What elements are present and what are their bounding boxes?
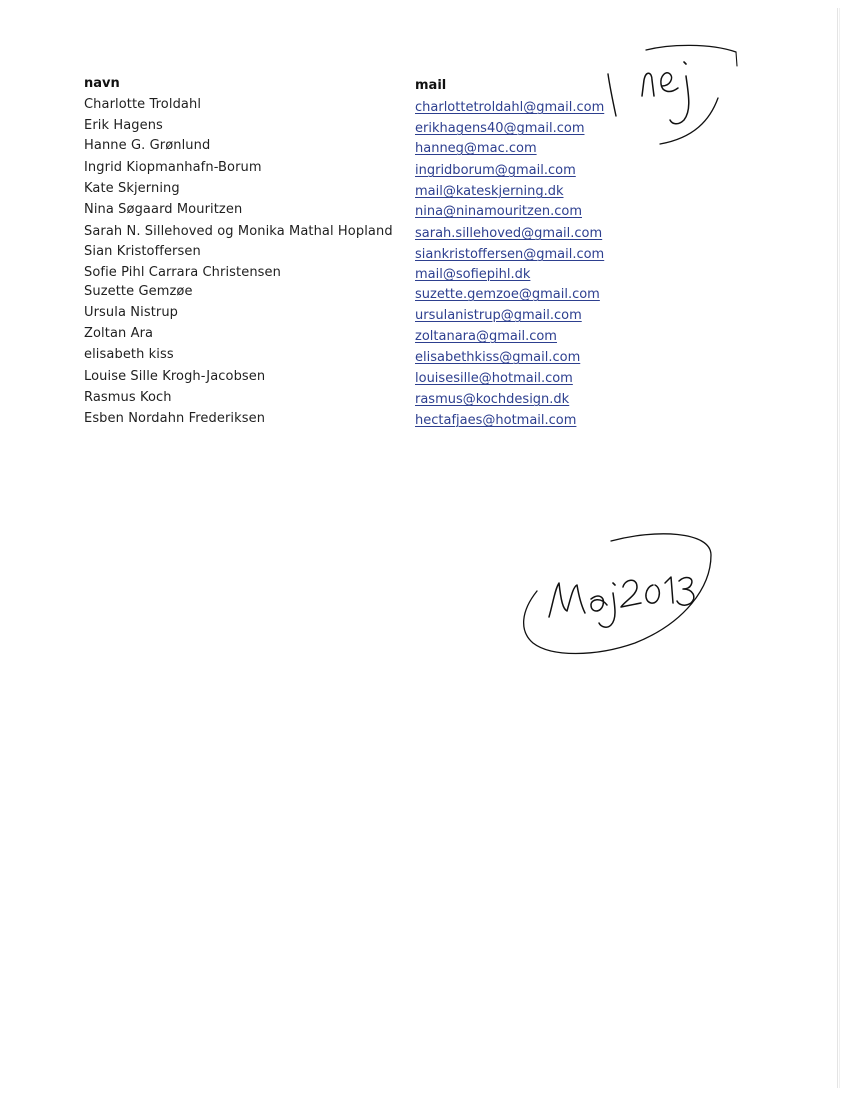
handwritten-nej-annotation [600, 40, 745, 160]
contact-email-link[interactable]: hanneg@mac.com [415, 141, 537, 156]
contact-email-link[interactable]: rasmus@kochdesign.dk [415, 392, 570, 407]
contact-name: Ingrid Kiopmanhafn-Borum [84, 160, 262, 175]
contact-email-link[interactable]: nina@ninamouritzen.com [415, 204, 582, 219]
contact-name: Sian Kristoffersen [84, 244, 201, 259]
contact-name: Rasmus Koch [84, 390, 172, 405]
contact-name: Nina Søgaard Mouritzen [84, 202, 243, 217]
name-column-header: navn [84, 76, 120, 91]
contact-name: Hanne G. Grønlund [84, 138, 211, 153]
contact-email-link[interactable]: erikhagens40@gmail.com [415, 121, 585, 136]
contact-name: elisabeth kiss [84, 347, 174, 362]
handwritten-date-annotation [515, 525, 720, 665]
contact-email-link[interactable]: mail@kateskjerning.dk [415, 184, 564, 199]
contact-name: Esben Nordahn Frederiksen [84, 411, 266, 426]
contact-email-link[interactable]: louisesille@hotmail.com [415, 371, 573, 386]
contact-name: Kate Skjerning [84, 181, 180, 196]
contact-name: Sarah N. Sillehoved og Monika Mathal Hopland [84, 224, 393, 239]
contact-email-link[interactable]: hectafjaes@hotmail.com [415, 413, 577, 428]
contact-email-link[interactable]: ursulanistrup@gmail.com [415, 308, 582, 323]
contact-name: Sofie Pihl Carrara Christensen [84, 265, 281, 280]
contact-name: Charlotte Troldahl [84, 97, 202, 112]
contact-email-link[interactable]: mail@sofiepihl.dk [415, 267, 531, 282]
scan-edge-line [839, 8, 840, 1088]
contact-name: Suzette Gemzøe [84, 284, 193, 299]
scan-edge-line [837, 8, 838, 1088]
mail-column-header: mail [415, 78, 447, 93]
contact-email-link[interactable]: zoltanara@gmail.com [415, 329, 557, 344]
contact-email-link[interactable]: suzette.gemzoe@gmail.com [415, 287, 600, 302]
contact-email-link[interactable]: sarah.sillehoved@gmail.com [415, 226, 603, 241]
contact-name: Erik Hagens [84, 118, 163, 133]
contact-email-link[interactable]: ingridborum@gmail.com [415, 163, 576, 178]
contact-email-link[interactable]: elisabethkiss@gmail.com [415, 350, 581, 365]
contact-email-link[interactable]: charlottetroldahl@gmail.com [415, 100, 605, 115]
contact-name: Louise Sille Krogh-Jacobsen [84, 369, 266, 384]
contact-name: Zoltan Ara [84, 326, 154, 341]
contact-email-link[interactable]: siankristoffersen@gmail.com [415, 247, 605, 262]
contact-name: Ursula Nistrup [84, 305, 179, 320]
